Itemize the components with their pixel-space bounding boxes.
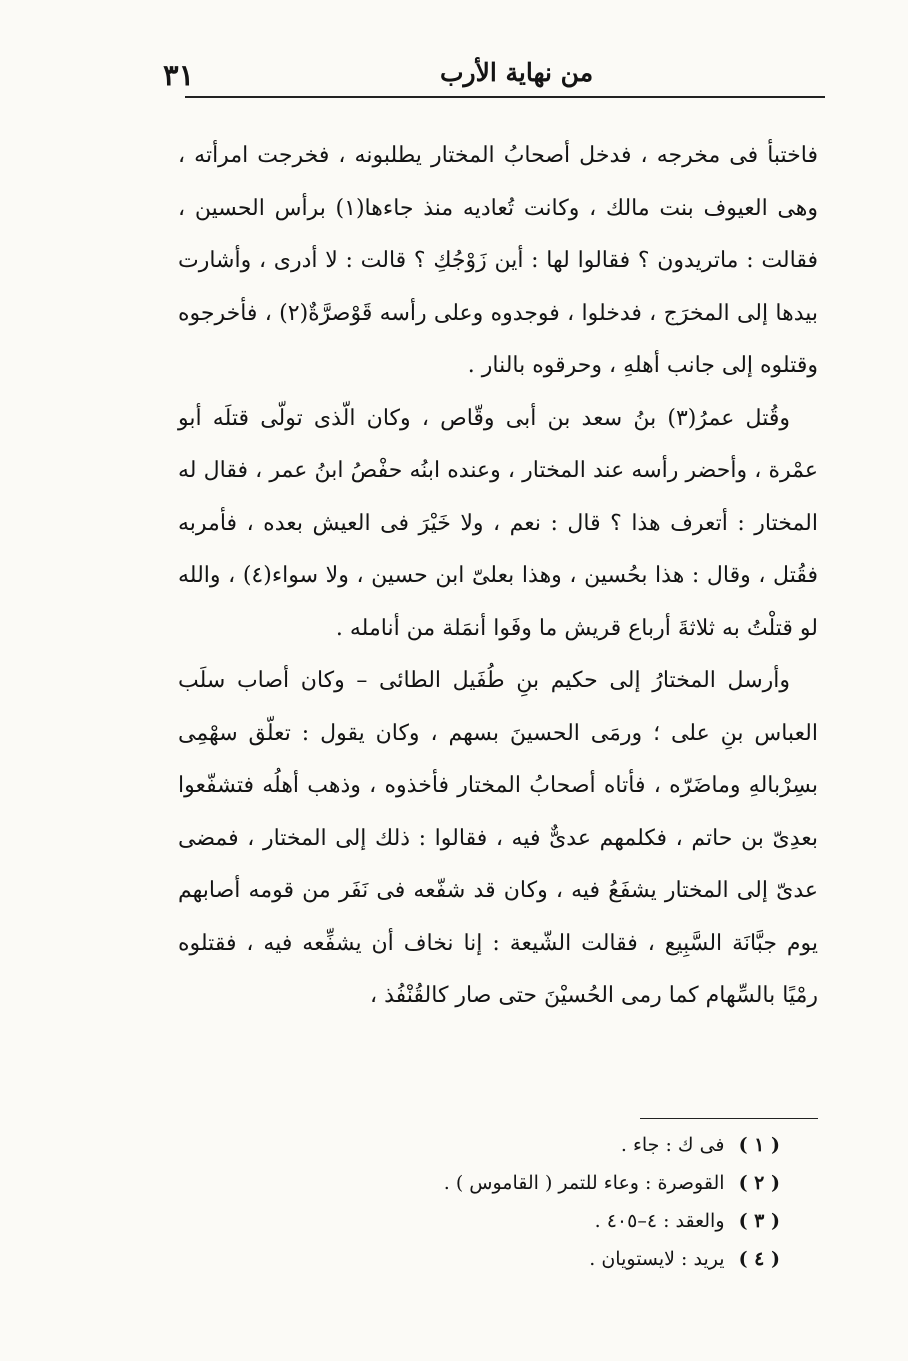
footnote-number: ( ٤ ) — [738, 1248, 780, 1270]
footnote-1 — [380, 1126, 780, 1164]
paragraph-2: وقُتل عمرُ(٣) بنُ سعد بن أبى وقّاص ، وكان الّذى تولّى قتلَه أبو عمْرة ، وأحضر رأسه عند المختار ، وعنده ابنُه حفْصُ ابنُ عمر ، فقال له المختار : أتعرف هذا ؟ قال : نعم ، ولا خَيْرَ فى العيش بعده ، فأمربه فقُتل ، وقال : هذا بحُسين ، وهذا بعلىّ ابن حسين ، ولا سواء(٤) ، والله لو قتلْتُ به ثلاثةَ أرباع قريش ما وفَوا أنمَلة من أنامله . — [178, 405, 818, 641]
paragraph-3: وأرسل المختارُ إلى حكيم بنِ طُفَيل الطائى – وكان أصاب سلَب العباس بنِ على ؛ ورمَى الحسينَ بسهم ، وكان يقول : تعلّق سهْمِى بسِرْبالهِ وماضَرّه ، فأتاه أصحابُ المختار فأخذوه ، وذهب أهلُه فتشفّعوا بعدِىّ بن حاتم ، فكلمهم عدىٌّ فيه ، فقالوا : ذلك إلى المختار ، فمضى عدىّ إلى المختار يشفَعُ فيه ، وكان قد شفّعه فى نَفَر من قومه أصابهم يوم جبَّانَة السَّبِيع ، فقالت الشّيعة : إنا نخاف أن يشفِّعه فيه ، فقتلوه رمْيًا بالسِّهام كما رمى الحُسيْنَ حتى صار كالقُنْفُذ ، — [178, 668, 818, 1008]
page-header — [155, 52, 830, 92]
footnote-2 — [380, 1164, 780, 1202]
footnote-rule — [640, 1118, 818, 1119]
footnote-3 — [380, 1202, 780, 1240]
running-title: من نهاية الأرب — [440, 58, 594, 87]
footnote-4 — [380, 1240, 780, 1278]
footnote-text: والعقد : ٤–٤٠٥ . — [594, 1210, 725, 1232]
footnote-number: ( ٣ ) — [738, 1210, 780, 1232]
footnote-number: ( ١ ) — [738, 1134, 780, 1156]
footnote-text: فى ك : جاء . — [620, 1134, 725, 1156]
footnote-text: يريد : لايستويان . — [589, 1248, 725, 1270]
main-text — [178, 130, 818, 1023]
page-number: ٣١ — [163, 58, 195, 92]
header-rule — [185, 96, 825, 98]
footnotes — [380, 1126, 780, 1278]
footnote-number: ( ٢ ) — [738, 1172, 780, 1194]
paragraph-1: فاختبأ فى مخرجه ، فدخل أصحابُ المختار يطلبونه ، فخرجت امرأته ، وهى العيوف بنت مالك ، وكانت تُعاديه منذ جاءها(١) برأس الحسين ، فقالت : ماتريدون ؟ فقالوا لها : أين زَوْجُكِ ؟ قالت : لا أدرى ، وأشارت بيدها إلى المخرَج ، فدخلوا ، فوجدوه وعلى رأسه قَوْصرَّةٌ(٢) ، فأخرجوه وقتلوه إلى جانب أهلهِ ، وحرقوه بالنار . — [178, 143, 819, 378]
footnote-text: القوصرة : وعاء للتمر ( القاموس ) . — [443, 1172, 725, 1194]
